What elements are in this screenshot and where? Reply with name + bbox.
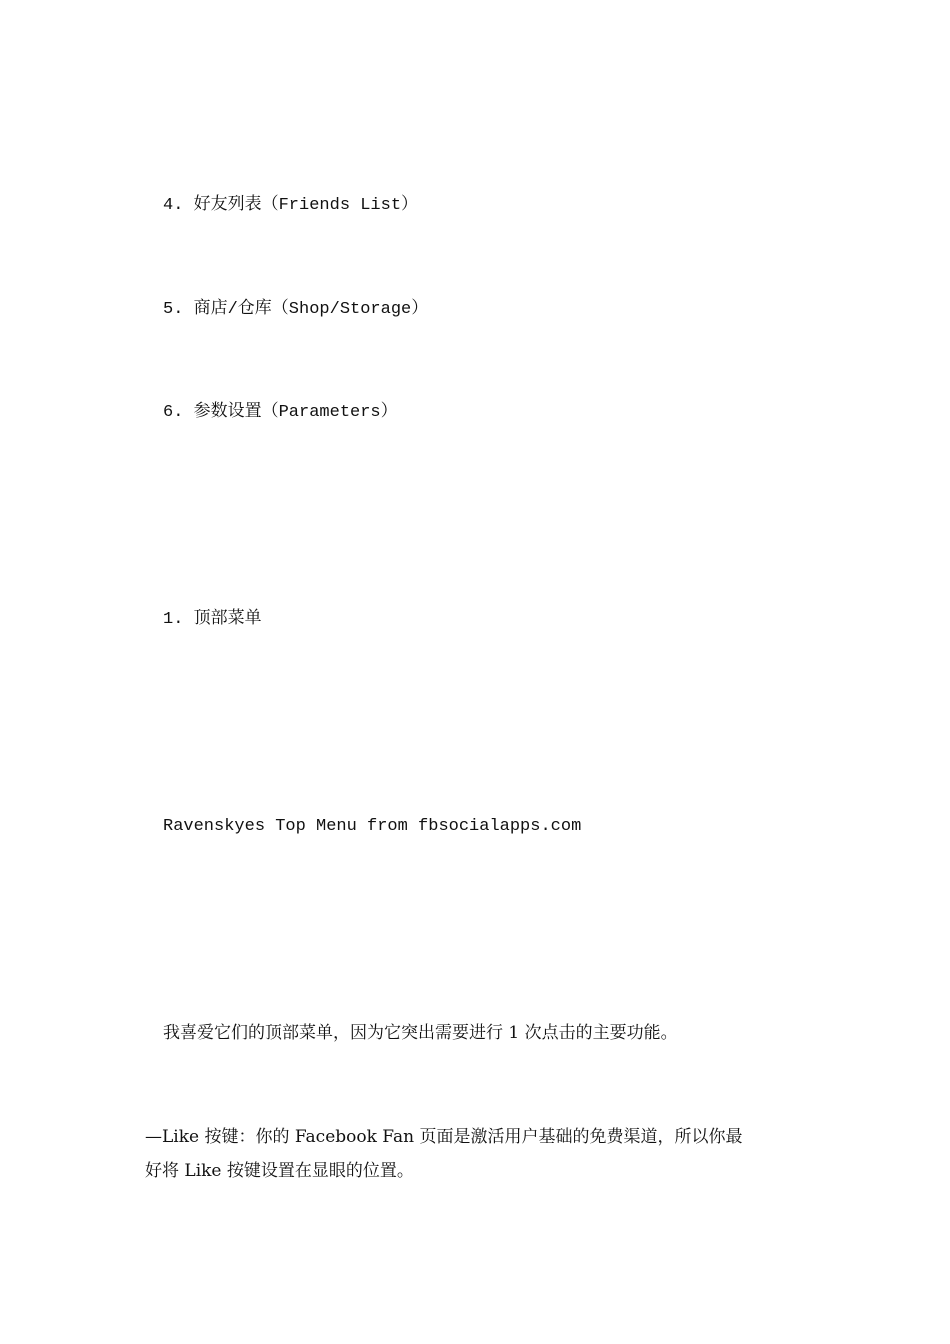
paragraph-line: —Like 按键：你的 Facebook Fan 页面是激活用户基础的免费渠道，所以你最 — [145, 1127, 743, 1147]
paragraph-line: 好将 Like 按键设置在显眼的位置。 — [145, 1161, 414, 1181]
body-paragraph-top-menu: 我喜爱它们的顶部菜单，因为它突出需要进行 1 次点击的主要功能。 — [163, 1023, 678, 1043]
list-item-shop-storage: 5. 商店/仓库（Shop/Storage） — [163, 300, 429, 319]
list-item-friends-list: 4. 好友列表（Friends List） — [163, 196, 419, 215]
list-item-parameters: 6. 参数设置（Parameters） — [163, 403, 398, 422]
image-caption: Ravenskyes Top Menu from fbsocialapps.com — [163, 817, 582, 836]
section-heading-top-menu: 1. 顶部菜单 — [163, 610, 262, 629]
